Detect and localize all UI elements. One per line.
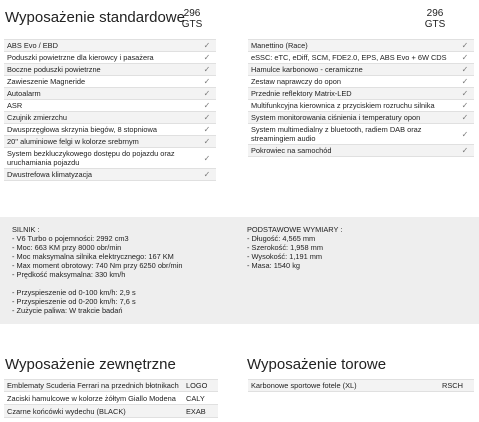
equipment-row bbox=[4, 88, 216, 100]
equipment-label: System multimedialny z bluetooth, radiem DAB oraz streamingiem audio bbox=[251, 125, 422, 143]
engine-spec-line: - V6 Turbo o pojemności: 2992 cm3 bbox=[12, 234, 129, 243]
equipment-label: 20'' aluminiowe felgi w kolorze srebrnym bbox=[7, 137, 139, 146]
variant-label: GTS bbox=[424, 19, 446, 30]
equipment-row bbox=[4, 112, 216, 124]
equipment-row bbox=[248, 124, 474, 145]
check-icon: ✓ bbox=[203, 89, 211, 98]
equipment-row bbox=[248, 76, 474, 88]
engine-spec-line bbox=[12, 279, 182, 288]
equipment-row bbox=[4, 124, 216, 136]
option-label: Zaciski hamulcowe w kolorze żółtym Giallo Modena bbox=[7, 393, 176, 403]
equipment-row bbox=[4, 169, 216, 181]
equipment-label: System monitorowania ciśnienia i temperatury opon bbox=[251, 113, 421, 122]
equipment-row bbox=[4, 52, 216, 64]
equipment-label: Zawieszenie Magneride bbox=[7, 77, 86, 86]
equipment-label: Przednie reflektory Matrix-LED bbox=[251, 89, 352, 98]
check-icon: ✓ bbox=[203, 153, 211, 163]
equipment-row bbox=[248, 100, 474, 112]
equipment-label: Pokrowiec na samochód bbox=[251, 146, 332, 155]
engine-spec-line: - Prędkość maksymalna: 330 km/h bbox=[12, 270, 126, 279]
equipment-label: Zestaw naprawczy do opon bbox=[251, 77, 341, 86]
check-icon: ✓ bbox=[461, 65, 469, 74]
dimensions-spec-line: - Długość: 4,565 mm bbox=[247, 234, 316, 243]
equipment-row bbox=[4, 76, 216, 88]
option-code: LOGO bbox=[186, 381, 208, 390]
dimensions-spec-line: - Wysokość: 1,191 mm bbox=[247, 252, 323, 261]
check-icon: ✓ bbox=[461, 89, 469, 98]
standard-equipment-title: Wyposażenie standardowe bbox=[5, 9, 185, 26]
option-label: Czarne końcówki wydechu (BLACK) bbox=[7, 406, 126, 416]
check-icon: ✓ bbox=[461, 101, 469, 110]
check-icon: ✓ bbox=[461, 113, 469, 122]
check-icon: ✓ bbox=[461, 146, 469, 155]
equipment-label: Poduszki powietrzne dla kierowcy i pasażera bbox=[7, 53, 154, 62]
track-equipment-title: Wyposażenie torowe bbox=[247, 356, 387, 373]
check-icon: ✓ bbox=[203, 125, 211, 134]
check-icon: ✓ bbox=[203, 137, 211, 146]
option-code: CALY bbox=[186, 393, 205, 403]
equipment-label: Hamulce karbonowo - ceramiczne bbox=[251, 65, 363, 74]
equipment-row bbox=[4, 100, 216, 112]
check-icon: ✓ bbox=[203, 170, 211, 179]
dimensions-spec-line: - Masa: 1540 kg bbox=[247, 261, 300, 270]
equipment-row bbox=[248, 88, 474, 100]
right-column-header bbox=[421, 8, 449, 30]
equipment-label: Dwusprzęgłowa skrzynia biegów, 8 stopniowa bbox=[7, 125, 157, 134]
check-icon: ✓ bbox=[203, 65, 211, 74]
equipment-row bbox=[248, 64, 474, 76]
check-icon: ✓ bbox=[203, 113, 211, 122]
check-icon: ✓ bbox=[203, 41, 211, 50]
check-icon: ✓ bbox=[203, 53, 211, 62]
equipment-row bbox=[4, 64, 216, 76]
option-label: Karbonowe sportowe fotele (XL) bbox=[251, 381, 357, 390]
model-label: 296 bbox=[426, 8, 444, 19]
option-row bbox=[4, 405, 218, 418]
option-row bbox=[4, 392, 218, 405]
option-row bbox=[248, 379, 474, 392]
dimensions-header: PODSTAWOWE WYMIARY : bbox=[247, 225, 343, 234]
engine-specs bbox=[12, 225, 182, 315]
check-icon: ✓ bbox=[461, 77, 469, 86]
equipment-label: Dwustrefowa klimatyzacja bbox=[7, 170, 93, 179]
engine-spec-line: - Przyspieszenie od 0-200 km/h: 7,6 s bbox=[12, 297, 136, 306]
engine-spec-line: - Zużycie paliwa: W trakcie badań bbox=[12, 306, 123, 315]
engine-spec-line: - Max moment obrotowy: 740 Nm przy 6250 obr/min bbox=[12, 261, 183, 270]
equipment-row bbox=[248, 39, 474, 52]
check-icon: ✓ bbox=[461, 41, 469, 50]
option-code: EXAB bbox=[186, 406, 206, 416]
equipment-row bbox=[4, 39, 216, 52]
equipment-label: Czujnik zmierzchu bbox=[7, 113, 67, 122]
standard-equipment-list-right bbox=[248, 39, 474, 157]
option-code: RSCH bbox=[442, 381, 463, 390]
variant-label: GTS bbox=[181, 19, 203, 30]
equipment-label: ABS Evo / EBD bbox=[7, 41, 58, 50]
left-column-header bbox=[178, 8, 206, 30]
option-row bbox=[4, 379, 218, 392]
equipment-row bbox=[248, 145, 474, 157]
dimension-specs bbox=[247, 225, 342, 270]
equipment-row bbox=[4, 148, 216, 169]
equipment-label: Multifunkcyjna kierownica z przyciskiem rozruchu silnika bbox=[251, 101, 435, 110]
standard-equipment-list-left bbox=[4, 39, 216, 181]
track-equipment-list bbox=[248, 379, 474, 392]
check-icon: ✓ bbox=[461, 129, 469, 139]
engine-header: SILNIK : bbox=[12, 225, 40, 234]
check-icon: ✓ bbox=[203, 77, 211, 86]
check-icon: ✓ bbox=[203, 101, 211, 110]
model-label: 296 bbox=[183, 8, 201, 19]
equipment-row bbox=[248, 52, 474, 64]
engine-spec-line: - Moc: 663 KM przy 8000 obr/min bbox=[12, 243, 122, 252]
equipment-label: ASR bbox=[7, 101, 23, 110]
equipment-row bbox=[4, 136, 216, 148]
dimensions-spec-line: - Szerokość: 1,958 mm bbox=[247, 243, 323, 252]
exterior-equipment-list bbox=[4, 379, 218, 418]
equipment-label: Boczne poduszki powietrzne bbox=[7, 65, 101, 74]
engine-spec-line: - Moc maksymalna silnika elektrycznego: 167 KM bbox=[12, 252, 174, 261]
equipment-label: Autoalarm bbox=[7, 89, 41, 98]
check-icon: ✓ bbox=[461, 53, 469, 62]
exterior-equipment-title: Wyposażenie zewnętrzne bbox=[5, 356, 176, 373]
equipment-label: Manettino (Race) bbox=[251, 41, 308, 50]
equipment-label: System bezkluczykowego dostępu do pojazdu oraz uruchamiania pojazdu bbox=[7, 149, 175, 167]
engine-spec-line: - Przyspieszenie od 0-100 km/h: 2,9 s bbox=[12, 288, 136, 297]
option-label: Emblematy Scuderia Ferrari na przednich błotnikach bbox=[7, 381, 179, 390]
specifications-panel bbox=[0, 217, 479, 324]
equipment-row bbox=[248, 112, 474, 124]
equipment-label: eSSC: eTC, eDiff, SCM, FDE2.0, EPS, ABS Evo + 6W CDS bbox=[251, 53, 447, 62]
